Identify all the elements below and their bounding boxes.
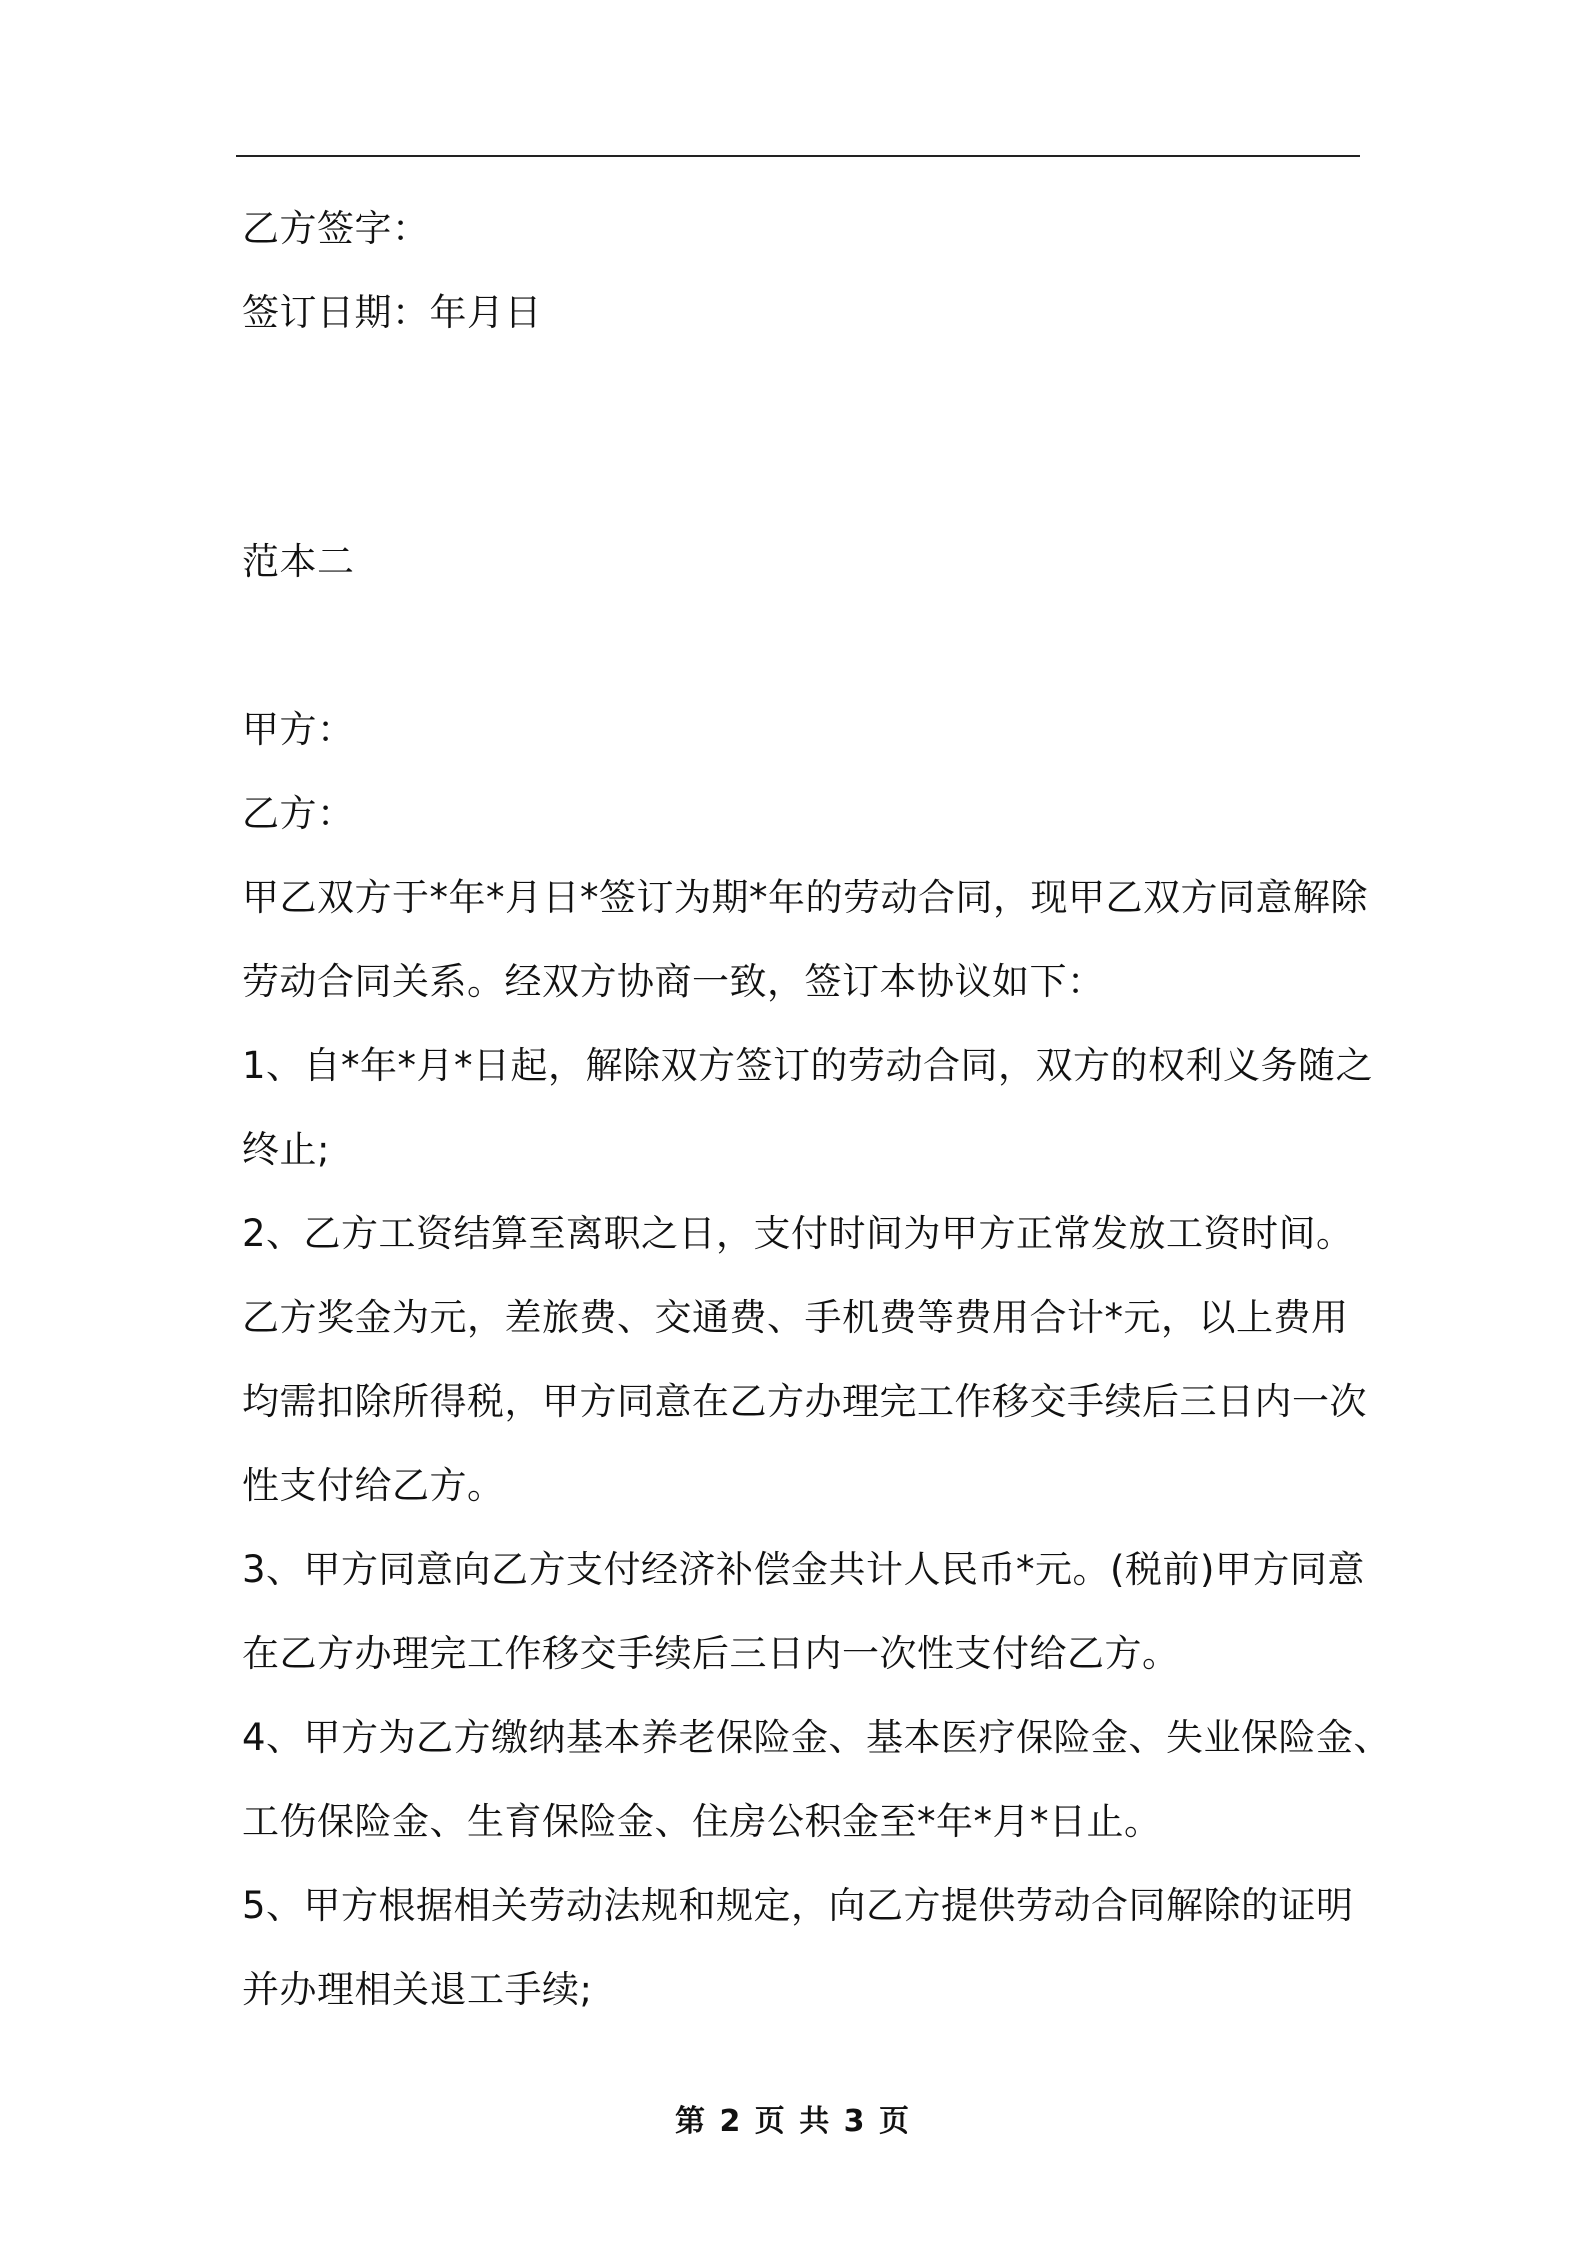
body-line: 均需扣除所得税，甲方同意在乙方办理完工作移交手续后三日内一次 — [242, 1380, 1367, 1423]
party-b-line: 乙方： — [242, 792, 355, 835]
body-line: 3、甲方同意向乙方支付经济补偿金共计人民币*元。(税前)甲方同意 — [242, 1548, 1365, 1591]
sign-date-line: 签订日期：年月日 — [242, 291, 542, 334]
body-line: 5、甲方根据相关劳动法规和规定，向乙方提供劳动合同解除的证明 — [242, 1884, 1354, 1927]
body-line: 终止; — [242, 1128, 330, 1171]
body-line: 甲乙双方于*年*月日*签订为期*年的劳动合同，现甲乙双方同意解除 — [242, 876, 1368, 919]
body-line: 工伤保险金、生育保险金、住房公积金至*年*月*日止。 — [242, 1800, 1162, 1843]
body-line: 在乙方办理完工作移交手续后三日内一次性支付给乙方。 — [242, 1632, 1180, 1675]
body-line: 4、甲方为乙方缴纳基本养老保险金、基本医疗保险金、失业保险金、 — [242, 1716, 1392, 1759]
header-rule — [236, 155, 1360, 157]
party-a-line: 甲方： — [242, 708, 355, 751]
body-line: 1、自*年*月*日起，解除双方签订的劳动合同，双方的权利义务随之 — [242, 1044, 1374, 1087]
body-line: 性支付给乙方。 — [242, 1464, 505, 1507]
body-line: 乙方奖金为元，差旅费、交通费、手机费等费用合计*元，以上费用 — [242, 1296, 1349, 1339]
body-line: 2、乙方工资结算至离职之日，支付时间为甲方正常发放工资时间。 — [242, 1212, 1354, 1255]
page-footer: 第 2 页 共 3 页 — [675, 2104, 911, 2139]
section-title: 范本二 — [242, 540, 355, 583]
body-line: 劳动合同关系。经双方协商一致，签订本协议如下： — [242, 960, 1105, 1003]
body-line: 并办理相关退工手续; — [242, 1968, 593, 2011]
party-b-signature-line: 乙方签字： — [242, 207, 430, 250]
